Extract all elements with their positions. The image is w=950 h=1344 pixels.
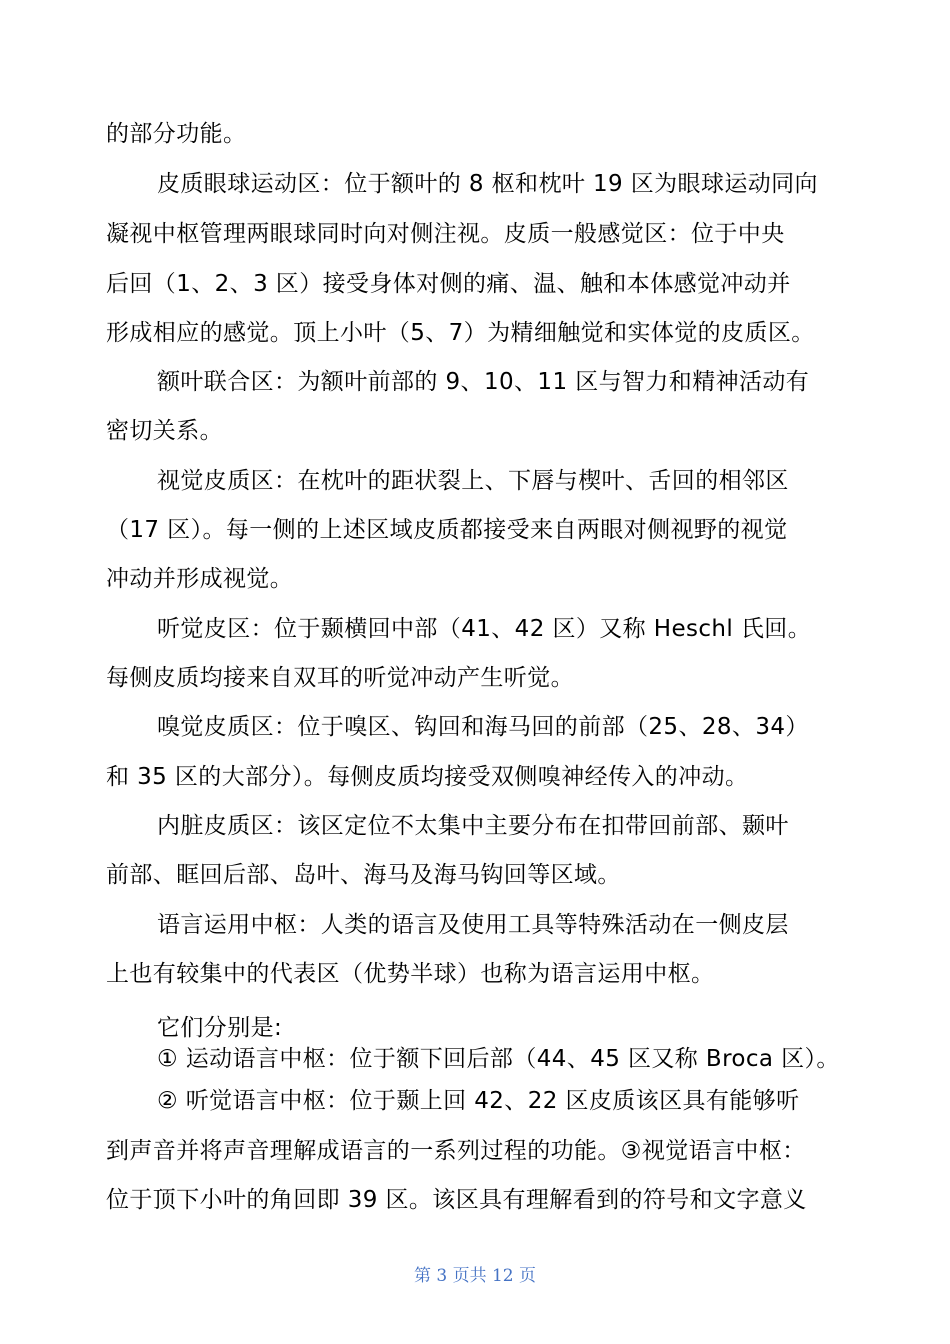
text-line-9: （17 区）。每一侧的上述区域皮质都接受来自两眼对侧视野的视觉 — [106, 517, 788, 543]
page-number-footer: 第 3 页共 12 页 — [413, 1266, 537, 1286]
text-line-17: 语言运用中枢：人类的语言及使用工具等特殊活动在一侧皮层 — [157, 912, 789, 938]
text-line-1: 的部分功能。 — [106, 121, 247, 147]
text-line-2: 皮质眼球运动区：位于额叶的 8 枢和枕叶 19 区为眼球运动同向 — [157, 171, 818, 197]
text-line-3: 凝视中枢管理两眼球同时向对侧注视。皮质一般感觉区：位于中央 — [106, 221, 785, 247]
text-line-12: 每侧皮质均接来自双耳的听觉冲动产生听觉。 — [106, 665, 574, 691]
text-line-6: 额叶联合区：为额叶前部的 9、10、11 区与智力和精神活动有 — [157, 369, 810, 395]
text-line-10: 冲动并形成视觉。 — [106, 566, 294, 592]
text-line-19: 它们分别是: — [157, 1015, 283, 1041]
text-line-8: 视觉皮质区：在枕叶的距状裂上、下唇与楔叶、舌回的相邻区 — [157, 468, 789, 494]
text-line-15: 内脏皮质区：该区定位不太集中主要分布在扣带回前部、颞叶 — [157, 813, 789, 839]
text-line-5: 形成相应的感觉。顶上小叶（5、7）为精细触觉和实体觉的皮质区。 — [106, 320, 815, 346]
text-line-4: 后回（1、2、3 区）接受身体对侧的痛、温、触和本体感觉冲动并 — [106, 271, 791, 297]
text-line-22: 到声音并将声音理解成语言的一系列过程的功能。③视觉语言中枢： — [106, 1138, 806, 1164]
text-line-16: 前部、眶回后部、岛叶、海马及海马钩回等区域。 — [106, 862, 621, 888]
text-line-13: 嗅觉皮质区：位于嗅区、钩回和海马回的前部（25、28、34） — [157, 714, 809, 740]
text-line-14: 和 35 区的大部分）。每侧皮质均接受双侧嗅神经传入的冲动。 — [106, 764, 749, 790]
text-line-18: 上也有较集中的代表区（优势半球）也称为语言运用中枢。 — [106, 961, 715, 987]
text-line-20: ① 运动语言中枢：位于额下回后部（44、45 区又称 Broca 区）。 — [157, 1046, 840, 1072]
text-line-7: 密切关系。 — [106, 418, 223, 444]
text-line-11: 听觉皮区：位于颞横回中部（41、42 区）又称 Heschl 氏回。 — [157, 616, 812, 642]
text-line-23: 位于顶下小叶的角回即 39 区。该区具有理解看到的符号和文字意义 — [106, 1187, 807, 1213]
text-line-21: ② 听觉语言中枢：位于颞上回 42、22 区皮质该区具有能够听 — [157, 1088, 800, 1114]
